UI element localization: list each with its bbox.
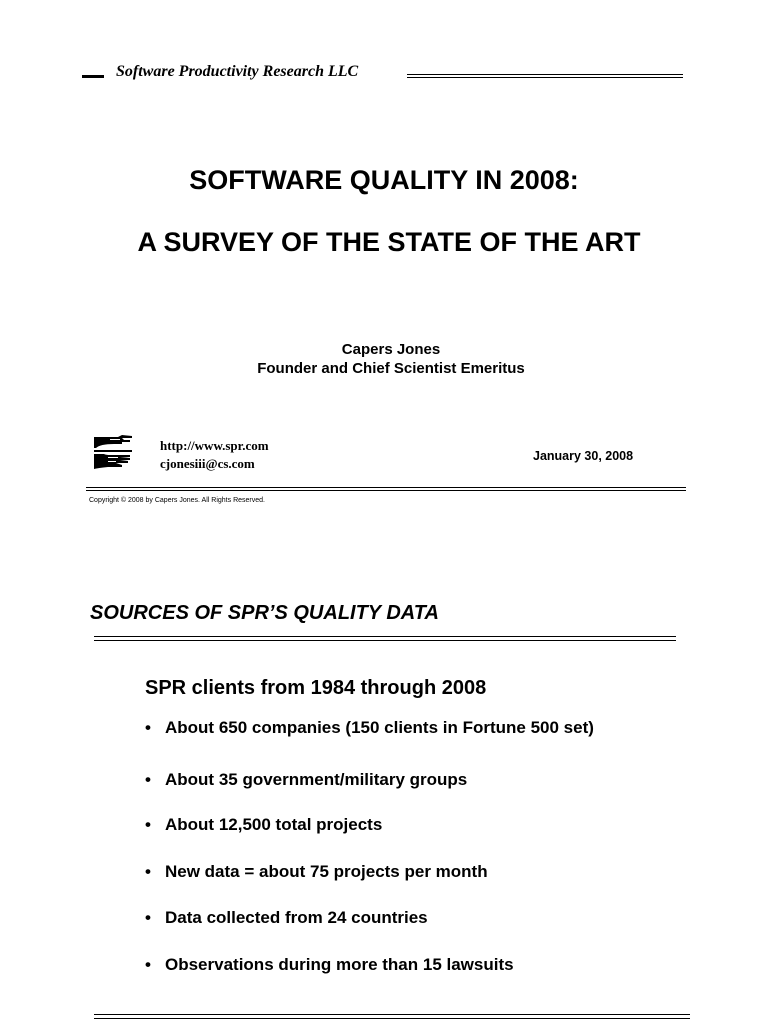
list-item — [145, 862, 594, 882]
bullet-glyph: • — [145, 908, 151, 927]
contact-block — [160, 437, 269, 473]
bullet-text: Data collected from 24 countries — [165, 908, 428, 927]
copyright-notice: Copyright © 2008 by Capers Jones. All Rights Reserved. — [89, 497, 265, 504]
section-title: SOURCES OF SPR’S QUALITY DATA — [90, 602, 439, 624]
footer-rule — [94, 1014, 690, 1019]
title-line-1: SOFTWARE QUALITY IN 2008: — [189, 165, 579, 195]
list-item — [145, 815, 594, 835]
title-line-2: A SURVEY OF THE STATE OF THE ART — [137, 227, 641, 257]
bullet-text: New data = about 75 projects per month — [165, 862, 488, 881]
bullet-text: About 650 companies (150 clients in Fortune 500 set) — [165, 718, 594, 737]
bullet-text: About 35 government/military groups — [165, 770, 468, 789]
author-role: Founder and Chief Scientist Emeritus — [257, 360, 525, 377]
author-block — [0, 340, 768, 378]
bullet-list — [145, 718, 594, 975]
bullet-text: About 12,500 total projects — [165, 815, 383, 834]
bullet-glyph: • — [145, 815, 151, 834]
bullet-glyph: • — [145, 718, 151, 737]
bullet-glyph: • — [145, 862, 151, 881]
list-item — [145, 770, 594, 790]
header-rule-right — [407, 74, 683, 78]
presentation-date: January 30, 2008 — [533, 449, 634, 463]
bullet-glyph: • — [145, 955, 151, 974]
section-title-rule — [94, 636, 676, 641]
author-name: Capers Jones — [341, 341, 441, 358]
list-item — [145, 908, 594, 928]
bullet-text: Observations during more than 15 lawsuits — [165, 955, 514, 974]
hands-logo-icon — [92, 435, 132, 471]
list-item — [145, 718, 594, 738]
email-link[interactable]: cjonesiii@cs.com — [160, 456, 255, 471]
header-rule-left — [82, 75, 104, 78]
slide-divider — [86, 487, 686, 491]
section-subhead: SPR clients from 1984 through 2008 — [145, 677, 487, 699]
bullet-glyph: • — [145, 770, 151, 789]
website-link[interactable]: http://www.spr.com — [160, 438, 269, 453]
company-name: Software Productivity Research LLC — [116, 63, 359, 80]
list-item — [145, 955, 594, 975]
